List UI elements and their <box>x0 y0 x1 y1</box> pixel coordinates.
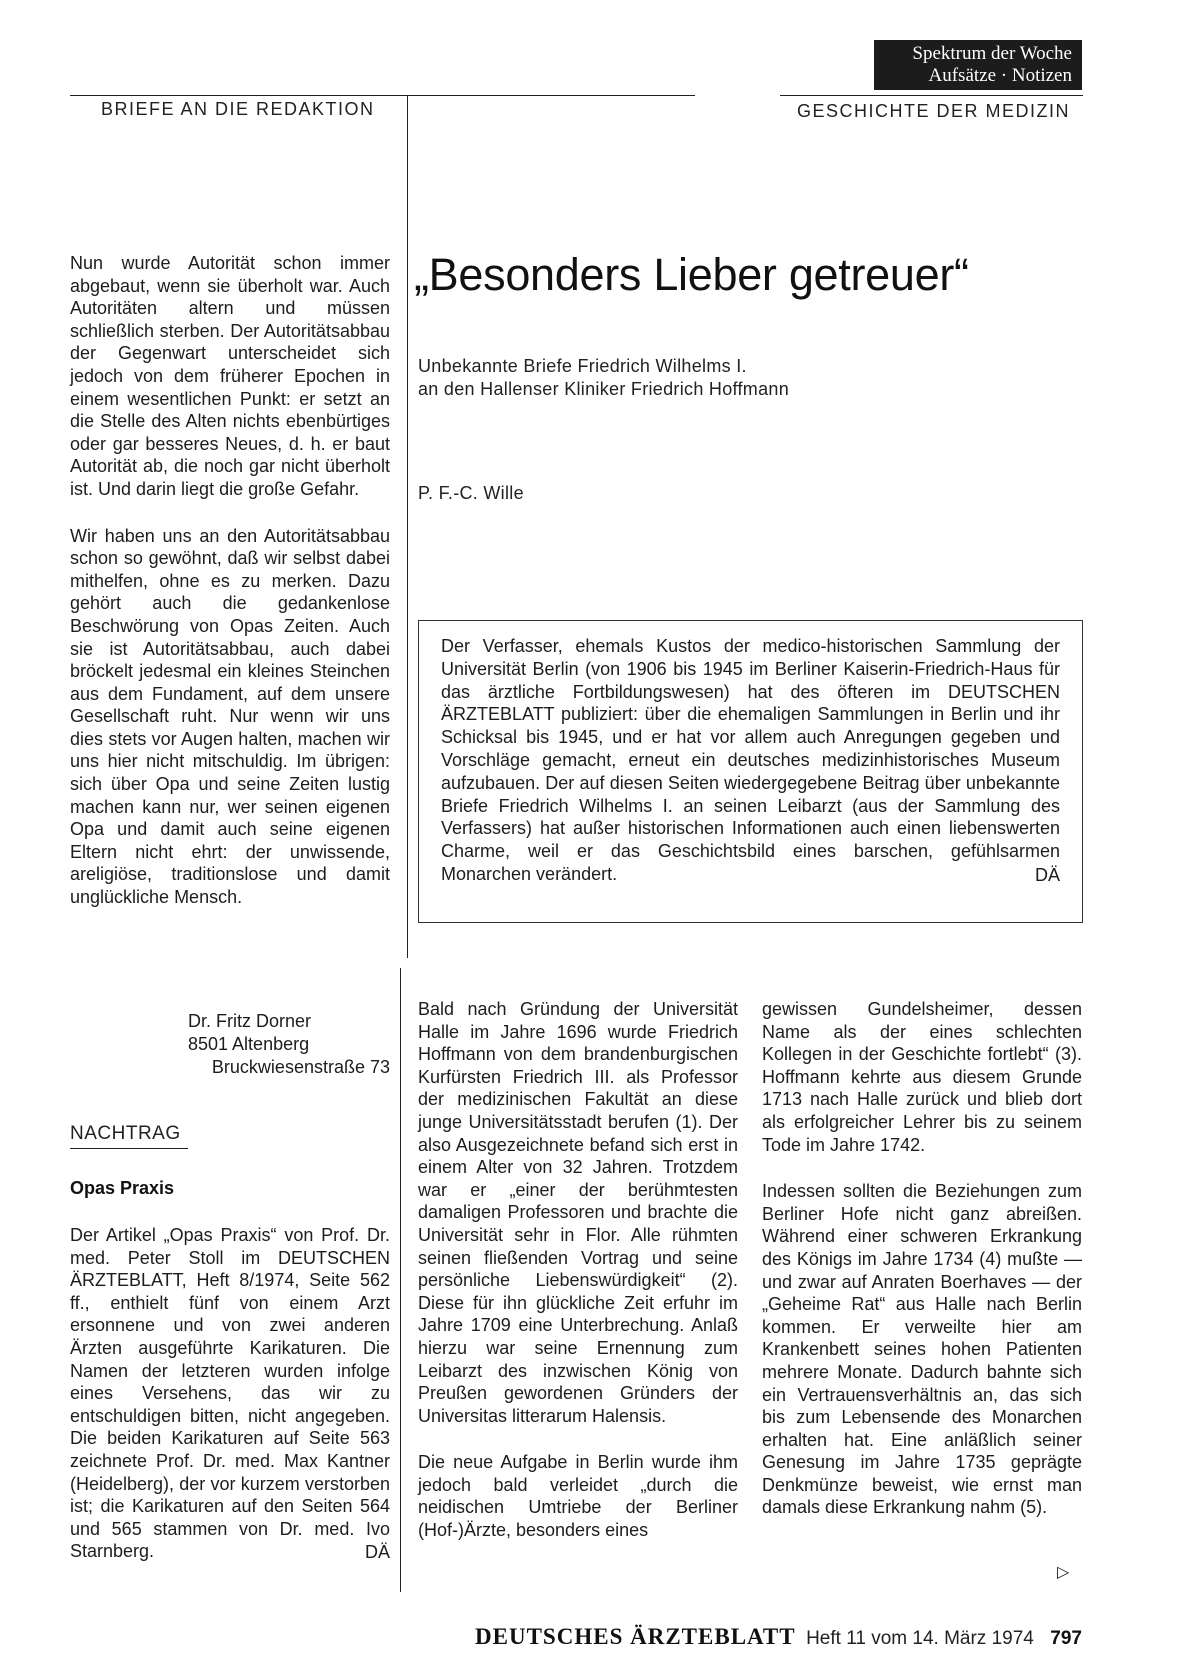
section-badge <box>874 40 1082 90</box>
nachtrag-subhead: Opas Praxis <box>70 1178 175 1198</box>
signature-street: Bruckwiesenstraße 73 <box>211 1057 390 1077</box>
nachtrag-rule <box>70 1148 188 1149</box>
editor-note-box <box>418 620 1083 923</box>
nachtrag-text: Der Artikel „Opas Praxis“ von Prof. Dr. med. Peter Stoll im DEUTSCHEN ÄRZTEBLATT, Heft 8/1974, Seite 562 ff., enthielt fünf von einem Arzt ersonnene und von zwei anderen Ärzten ausgeführte Karikaturen. Die Namen der letzteren wurden infolge eines Versehens, das wir zu entschuldigen bitten, nicht angegeben. Die beiden Karikaturen auf Seite 563 zeichnete Prof. Dr. med. Max Kantner (Heidelberg), der vor kurzem verstorben ist; die Karikaturen auf den Seiten 564 und 565 stammen von Dr. med. Ivo Starnberg. <box>70 1225 390 1562</box>
header-rule-right <box>780 95 1083 96</box>
nachtrag-heading: NACHTRAG <box>70 1123 181 1144</box>
letter-paragraph: Nun wurde Autorität schon immer abgebaut, wenn sie überholt war. Auch Autoritäten altern und müssen schließlich sterben. Der Autoritätsabbau der Gegenwart unterscheidet sich jedoch von dem früherer Epochen in einem wesentlichen Punkt: er setzt an die Stelle des Alten nichts ebenbürtiges oder gar besseres Neues, d. h. er baut Autorität ab, die noch gar nicht überholt ist. Und darin liegt die große Gefahr. <box>70 253 390 499</box>
subtitle-line-2: an den Hallenser Kliniker Friedrich Hoffmann <box>418 379 790 399</box>
article-paragraph: gewissen Gundelsheimer, dessen Name als der eines schlechten Kollegen in der Geschichte fortlebt“ (3). Hoffmann kehrte aus diesem Grunde 1713 nach Halle zurück und blieb dort als erfolgreicher Lehrer bis zu seinem Tode im Jahre 1742. <box>762 999 1082 1155</box>
article-subtitle <box>418 355 789 401</box>
article-column-1 <box>418 998 738 1542</box>
badge-line-1: Spektrum der Woche <box>912 43 1072 64</box>
section-letters-heading: BRIEFE AN DIE REDAKTION <box>101 99 375 119</box>
badge-line-2: Aufsätze · Notizen <box>928 65 1072 86</box>
section-history-heading: GESCHICHTE DER MEDIZIN <box>797 101 1071 121</box>
footer-issue: Heft 11 vom 14. März 1974 <box>806 1628 1034 1649</box>
footer-magazine: DEUTSCHES ÄRZTEBLATT <box>475 1624 796 1649</box>
column-divider-lower <box>400 968 401 1592</box>
article-column-2 <box>762 998 1082 1519</box>
subtitle-line-1: Unbekannte Briefe Friedrich Wilhelms I. <box>418 356 747 376</box>
letters-column <box>70 252 390 933</box>
editor-note-text: Der Verfasser, ehemals Kustos der medico-historischen Sammlung der Universität Berlin (von 1906 bis 1945 im Berliner Kaiserin-Friedrich-Haus für das ärztliche Fortbildungswesen) hat des öfteren im DEUTSCHEN ÄRZTEBLATT publiziert: über die ehemaligen Sammlungen in Berlin und ihr Schicksal bis 1945, und er hat vor allem auch Anregungen gegeben und Vorschläge gemacht, erneut ein deutsches medizinhistorisches Museum aufzubauen. Der auf diesen Seiten wiedergegebene Beitrag über unbekannte Briefe Friedrich Wilhelms I. an seinen Leibarzt (aus der Sammlung des Verfassers) hat außer historischen Informationen auch einen liebenswerten Charme, weil er das Geschichtsbild eines barschen, gefühlsarmen Monarchen verändert. <box>441 636 1060 884</box>
letter-signature <box>188 1010 390 1079</box>
footer-page-number: 797 <box>1050 1628 1082 1649</box>
nachtrag-sign: DÄ <box>364 1541 390 1562</box>
article-title: „Besonders Lieber getreuer“ <box>414 249 969 300</box>
article-paragraph: Bald nach Gründung der Universität Halle im Jahre 1696 wurde Friedrich Hoffmann von dem brandenburgischen Kurfürsten Friedrich III. als Professor der medizinischen Fakultät an diese junge Universitätsstadt berufen (1). Der also Ausgezeichnete befand sich erst in einem Alter von 32 Jahren. Trotzdem war er „einer der berühmtesten damaligen Professoren und brachte die Universität sehr in Flor. Alle rühmten seinen fließenden Vortrag und seine persönliche Liebenswürdigkeit“ (2). Diese für ihn glückliche Zeit erfuhr im Jahre 1709 eine Unterbrechung. Anlaß hierzu war seine Ernennung zum Leibarzt des inzwischen König von Preußen gewordenen Gründers der Universitas litterarum Halensis. <box>418 999 738 1426</box>
page-footer <box>460 1624 1082 1650</box>
editor-note-sign: DÄ <box>1034 864 1060 885</box>
column-divider-upper <box>407 96 408 958</box>
nachtrag-body <box>70 1224 390 1564</box>
article-paragraph: Indessen sollten die Beziehungen zum Berliner Hofe nicht ganz abreißen. Während einer schweren Erkrankung des Königs im Jahre 1734 (4) mußte — und zwar auf Anraten Boerhaves — der „Geheime Rat“ aus Halle nach Berlin kommen. Er verweilte hier am Krankenbett seines hohen Patienten mehrere Monate. Dadurch bahnte sich ein Vertrauensverhältnis an, das sich bis zum Lebensende des Monarchen erhalten hat. Eine anläßlich seiner Genesung im Jahre 1735 geprägte Denkmünze beweist, wie ernst man damals diese Erkrankung nahm (5). <box>762 1181 1082 1518</box>
signature-city: 8501 Altenberg <box>188 1034 310 1054</box>
header-rule-left <box>70 95 695 96</box>
letter-paragraph: Wir haben uns an den Autoritätsabbau schon so gewöhnt, daß wir selbst dabei mithelfen, ohne es zu merken. Dazu gehört auch die gedankenlose Beschwörung von Opas Zeiten. Auch sie ist Autoritätsabbau, auch dabei bröckelt jedesmal ein kleines Steinchen aus dem Fundament, auf dem unsere Gesellschaft ruht. Nur wenn wir uns dies stets vor Augen halten, machen wir uns hier nicht mitschuldig. Im übrigen: sich über Opa und seine Zeiten lustig machen kann nur, wer seinen eigenen Opa und damit auch seine eigenen Eltern nicht ehrt: der unwissende, areligiöse, traditionslose und damit unglückliche Mensch. <box>70 525 390 908</box>
signature-name: Dr. Fritz Dorner <box>188 1011 312 1031</box>
article-author: P. F.-C. Wille <box>418 483 524 503</box>
article-paragraph: Die neue Aufgabe in Berlin wurde ihm jedoch bald verleidet „durch die neidischen Umtriebe der Berliner (Hof-)Ärzte, besonders eines <box>418 1452 738 1541</box>
continue-arrow-icon: ▷ <box>1057 1564 1070 1581</box>
